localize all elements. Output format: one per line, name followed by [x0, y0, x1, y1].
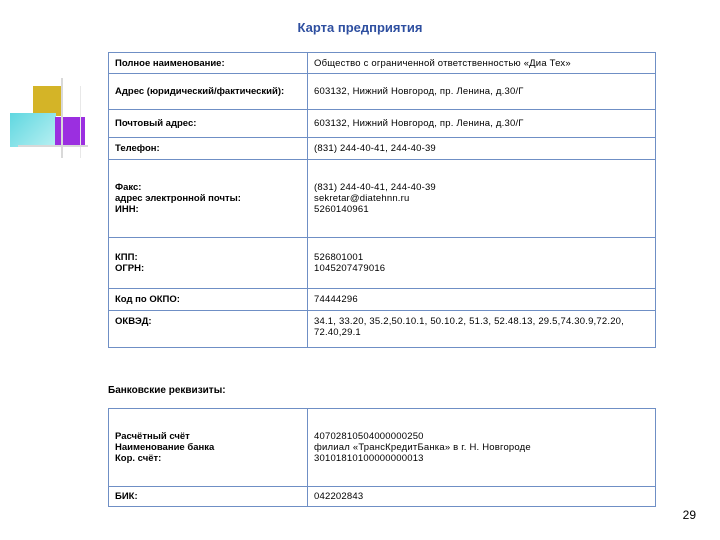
row-label: Факс:	[115, 182, 142, 193]
row-label: БИК:	[109, 487, 308, 507]
row-value: 5260140961	[314, 204, 369, 215]
row-label: ИНН:	[115, 204, 139, 215]
row-label: Код по ОКПО:	[109, 289, 308, 311]
row-label: Телефон:	[109, 138, 308, 160]
row-value: (831) 244-40-41, 244-40-39	[314, 182, 436, 193]
row-label: ОКВЭД:	[109, 311, 308, 348]
row-value-group	[308, 409, 656, 487]
table-row	[109, 138, 656, 160]
table-row	[109, 409, 656, 487]
row-value: 30101810100000000013	[314, 453, 424, 464]
row-value: 603132, Нижний Новгород, пр. Ленина, д.30/Г	[308, 74, 656, 110]
row-value: sekretar@diatehnn.ru	[314, 193, 410, 204]
row-label: Адрес (юридический/фактический):	[109, 74, 308, 110]
decor-cyan-square	[10, 113, 56, 147]
table-row	[109, 53, 656, 74]
decor-horizontal-line	[18, 145, 88, 147]
decor-vertical-line	[80, 86, 81, 158]
row-value: 042202843	[308, 487, 656, 507]
row-value: Общество с ограниченной ответственностью «Диа Тех»	[308, 53, 656, 74]
row-label: Наименование банка	[115, 442, 215, 453]
table-row	[109, 238, 656, 289]
row-value: 1045207479016	[314, 263, 386, 274]
table-row	[109, 289, 656, 311]
row-value: (831) 244-40-41, 244-40-39	[308, 138, 656, 160]
table-row	[109, 160, 656, 238]
row-label: Кор. счёт:	[115, 453, 162, 464]
row-value: 603132, Нижний Новгород, пр. Ленина, д.30/Г	[308, 110, 656, 138]
row-value: 74444296	[308, 289, 656, 311]
table-row	[109, 74, 656, 110]
row-label-group	[109, 160, 308, 238]
row-label: Полное наименование:	[109, 53, 308, 74]
page-title: Карта предприятия	[297, 20, 423, 35]
row-label: Почтовый адрес:	[109, 110, 308, 138]
company-card-table	[108, 52, 656, 348]
row-label: ОГРН:	[115, 263, 145, 274]
table-row	[109, 110, 656, 138]
bank-details-heading: Банковские реквизиты:	[108, 385, 226, 396]
decor-yellow-square	[33, 86, 63, 116]
table-row	[109, 487, 656, 507]
row-label: КПП:	[115, 252, 138, 263]
row-label-group	[109, 238, 308, 289]
row-value: филиал «ТрансКредитБанка» в г. Н. Новгороде	[314, 442, 531, 453]
row-label: Расчётный счёт	[115, 431, 190, 442]
row-label-group	[109, 409, 308, 487]
row-value: 34.1, 33.20, 35.2,50.10.1, 50.10.2, 51.3, 52.48.13, 29.5,74.30.9,72.20, 72.40,29.1	[308, 311, 656, 348]
row-value-group	[308, 238, 656, 289]
page-number: 29	[682, 508, 696, 522]
row-value: 526801001	[314, 252, 364, 263]
row-value: 40702810504000000250	[314, 431, 424, 442]
row-value-group	[308, 160, 656, 238]
bank-details-table	[108, 408, 656, 507]
table-row	[109, 311, 656, 348]
row-label: адрес электронной почты:	[115, 193, 241, 204]
